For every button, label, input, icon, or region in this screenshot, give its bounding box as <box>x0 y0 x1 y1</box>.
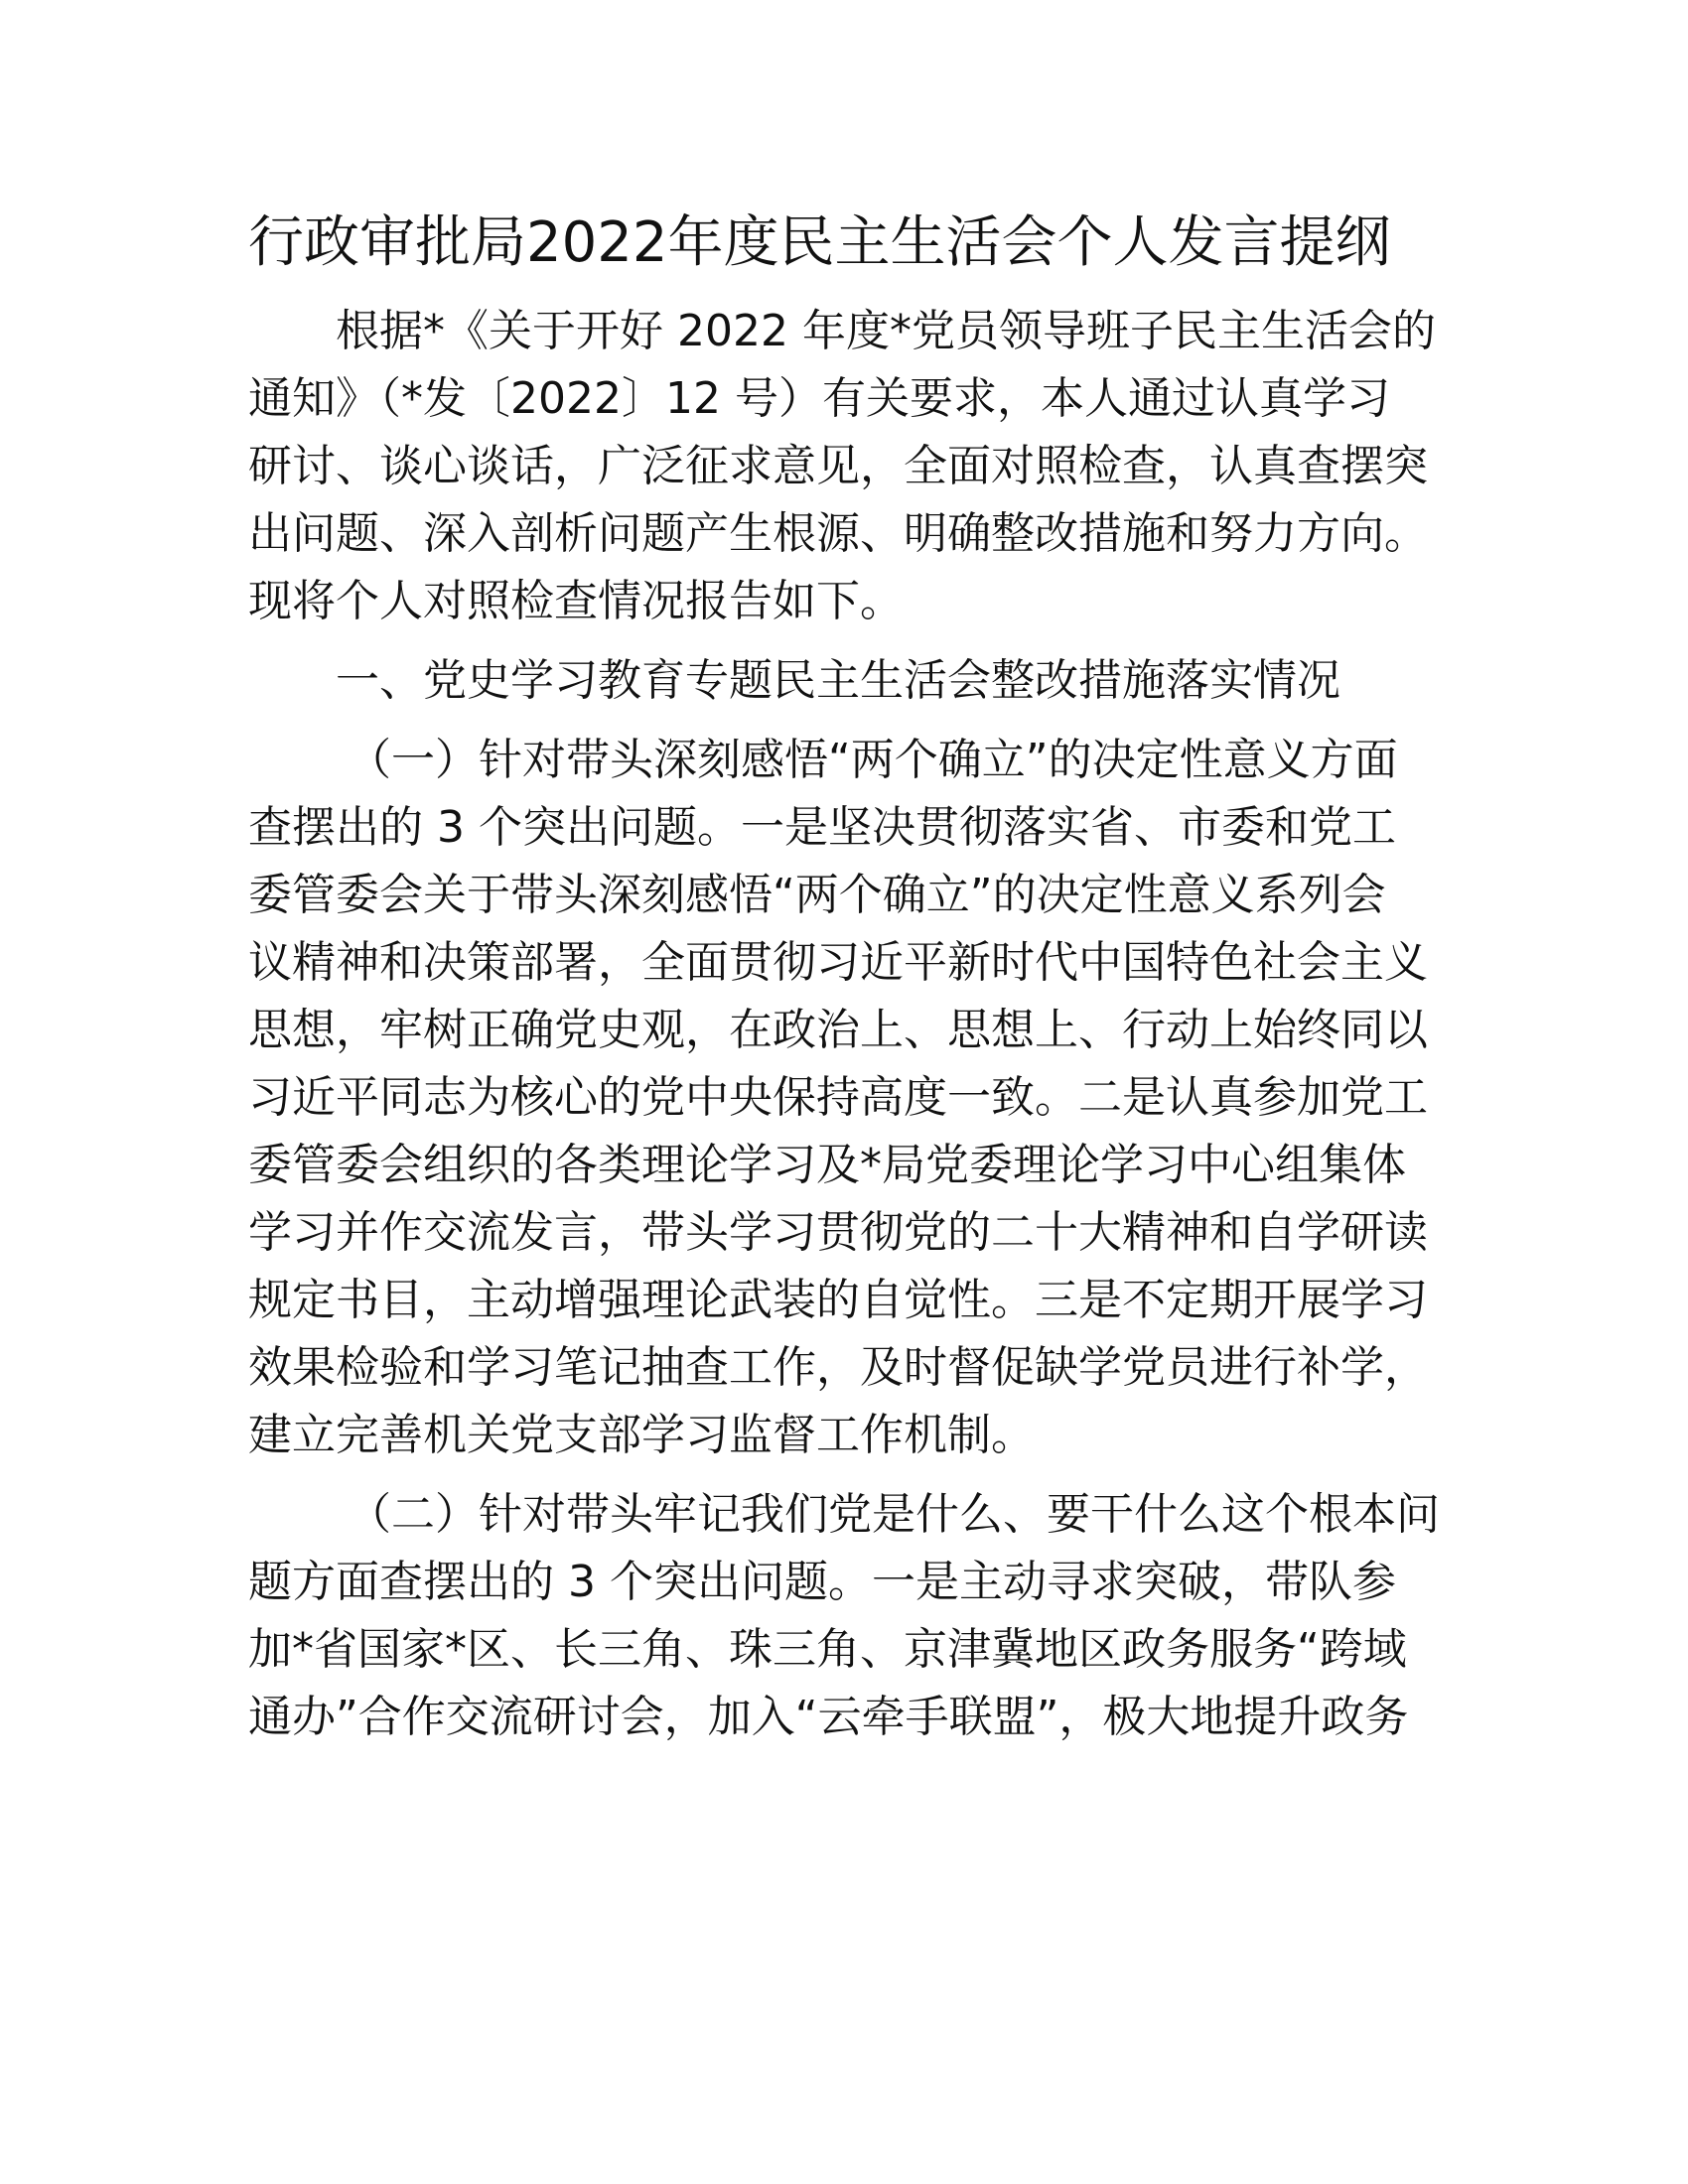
subsection2-line-2: 题方面查摆出的 3 个突出问题。一是主动寻求突破，带队参 <box>248 1557 1396 1607</box>
subsection1-line-8: 学习并作交流发言，带头学习贯彻党的二十大精神和自学研读 <box>248 1207 1428 1258</box>
subsection1-line-10: 效果检验和学习笔记抽查工作，及时督促缺学党员进行补学， <box>248 1342 1428 1393</box>
document-body <box>248 298 1440 1751</box>
intro-line-4: 出问题、深入剖析问题产生根源、明确整改措施和努力方向。 <box>248 508 1428 559</box>
subsection1-line-7: 委管委会组织的各类理论学习及*局党委理论学习中心组集体 <box>248 1140 1406 1190</box>
document-title: 行政审批局2022年度民主生活会个人发言提纲 <box>248 210 1391 275</box>
subsection2-line-3: 加*省国家*区、长三角、珠三角、京津冀地区政务服务“跨域 <box>248 1624 1407 1675</box>
subsection1-line-2: 查摆出的 3 个突出问题。一是坚决贯彻落实省、市委和党工 <box>248 802 1396 853</box>
subsection1-line-5: 思想，牢树正确党史观，在政治上、思想上、行动上始终同以 <box>248 1005 1428 1055</box>
subsection1-line-3: 委管委会关于带头深刻感悟“两个确立”的决定性意义系列会 <box>248 870 1386 920</box>
intro-line-3: 研讨、谈心谈话，广泛征求意见，全面对照检查，认真查摆突 <box>248 441 1428 491</box>
intro-line-1: 根据*《关于开好 2022 年度*党员领导班子民主生活会的 <box>336 306 1436 356</box>
subsection1-line-11: 建立完善机关党支部学习监督工作机制。 <box>248 1410 1035 1460</box>
intro-line-2: 通知》（*发〔2022〕12 号）有关要求，本人通过认真学习 <box>248 373 1390 424</box>
intro-line-5: 现将个人对照检查情况报告如下。 <box>248 576 904 626</box>
subsection2-line-4: 通办”合作交流研讨会，加入“云牵手联盟”，极大地提升政务 <box>248 1692 1409 1742</box>
subsection2-line-1: （二）针对带头牢记我们党是什么、要干什么这个根本问 <box>348 1489 1440 1540</box>
subsection1-line-4: 议精神和决策部署，全面贯彻习近平新时代中国特色社会主义 <box>248 937 1428 988</box>
subsection1-line-9: 规定书目，主动增强理论武装的自觉性。三是不定期开展学习 <box>248 1275 1428 1325</box>
subsection1-line-6: 习近平同志为核心的党中央保持高度一致。二是认真参加党工 <box>248 1072 1428 1123</box>
subsection1-line-1: （一）针对带头深刻感悟“两个确立”的决定性意义方面 <box>348 735 1398 785</box>
section-heading: 一、党史学习教育专题民主生活会整改措施落实情况 <box>336 655 1340 706</box>
